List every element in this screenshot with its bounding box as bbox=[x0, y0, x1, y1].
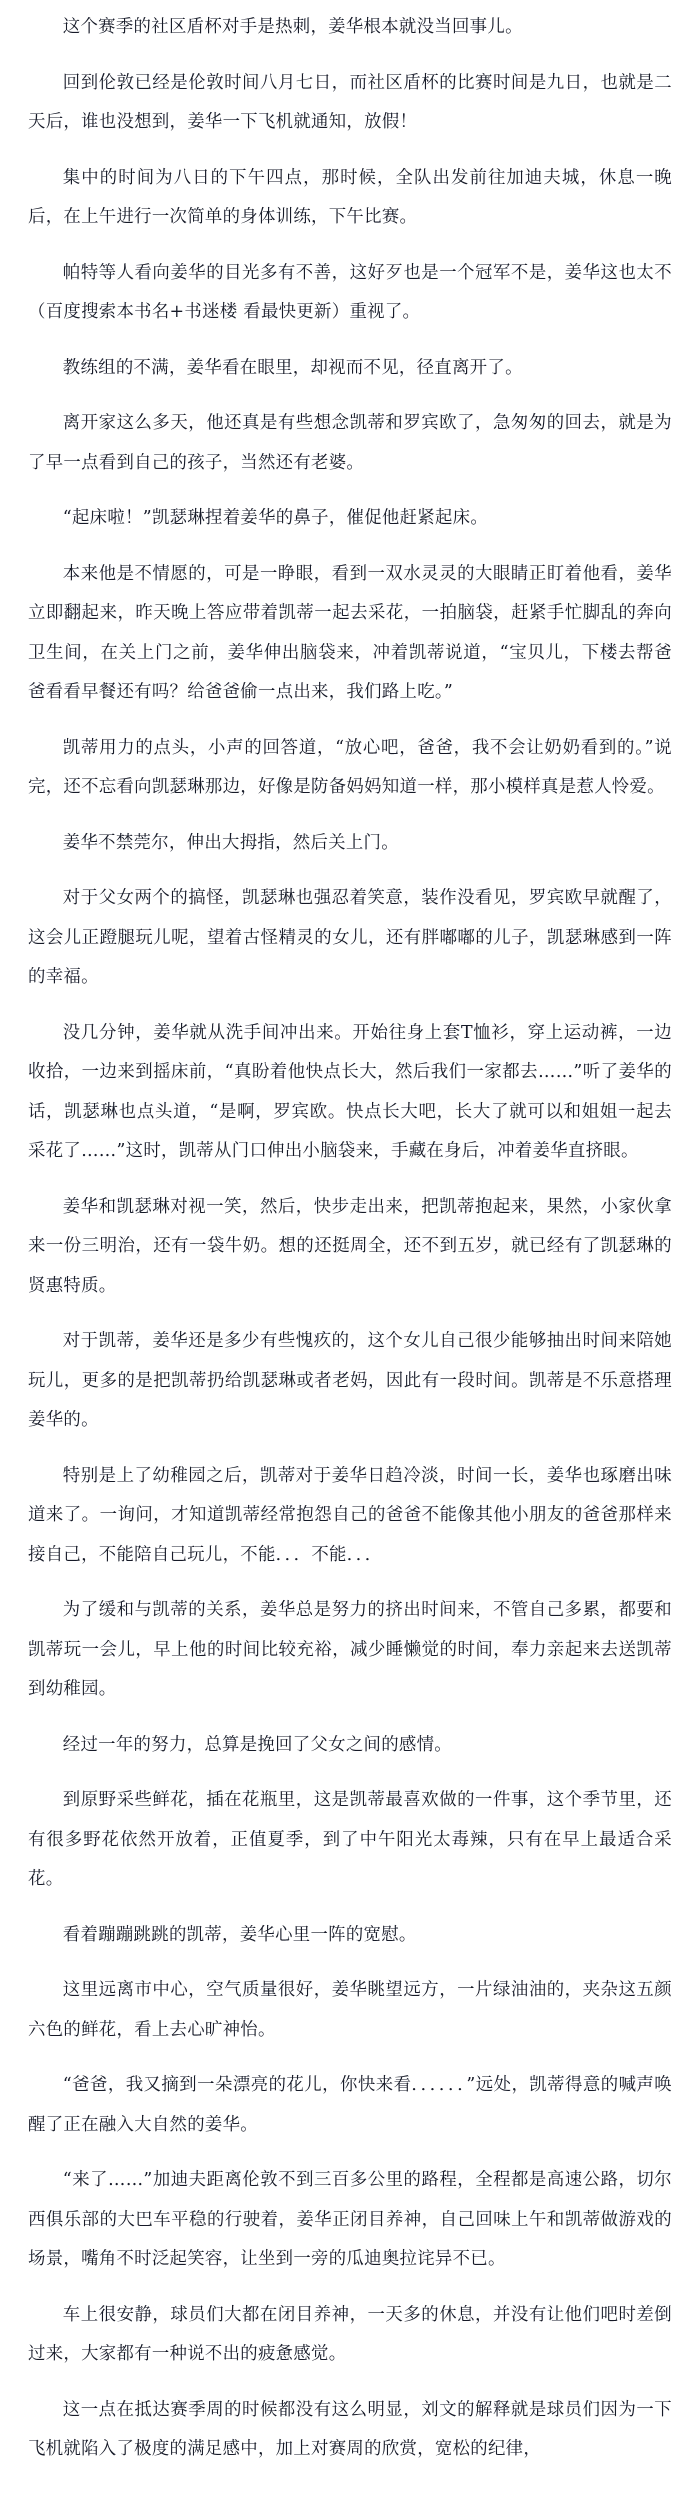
paragraph: 对于父女两个的搞怪，凯瑟琳也强忍着笑意，装作没看见，罗宾欧早就醒了，这会儿正蹬腿玩儿呢，望着古怪精灵的女儿，还有胖嘟嘟的儿子，凯瑟琳感到一阵的幸福。 bbox=[28, 888, 672, 987]
paragraph: 看着蹦蹦跳跳的凯蒂，姜华心里一阵的宽慰。 bbox=[62, 1924, 417, 1945]
paragraph: 姜华和凯瑟琳对视一笑，然后，快步走出来，把凯蒂抱起来，果然，小家伙拿来一份三明治，还有一袋牛奶。想的还挺周全，还不到五岁，就已经有了凯瑟琳的贤惠特质。 bbox=[28, 1196, 672, 1296]
paragraph: 姜华不禁莞尔，伸出大拇指，然后关上门。 bbox=[62, 832, 399, 853]
paragraph: 对于凯蒂，姜华还是多少有些愧疚的，这个女儿自己很少能够抽出时间来陪她玩儿，更多的是把凯蒂扔给凯瑟琳或者老妈，因此有一段时间。凯蒂是不乐意搭理姜华的。 bbox=[28, 1331, 672, 1430]
paragraph: 教练组的不满，姜华看在眼里，却视而不见，径直离开了。 bbox=[62, 357, 523, 378]
paragraph: 本来他是不情愿的，可是一睁眼，看到一双水灵灵的大眼睛正盯着他看，姜华立即翻起来，昨天晚上答应带着凯蒂一起去采花，一拍脑袋，赶紧手忙脚乱的奔向卫生间，在关上门之前，姜华伸出脑袋来，冲着凯蒂说道，“宝贝儿，下楼去帮爸爸看看早餐还有吗？给爸爸偷一点出来，我们路上吃。” bbox=[28, 563, 672, 702]
paragraph: 这个赛季的社区盾杯对手是热刺，姜华根本就没当回事儿。 bbox=[62, 17, 523, 37]
paragraph: 经过一年的努力，总算是挽回了父女之间的感情。 bbox=[62, 1734, 452, 1755]
paragraph: 为了缓和与凯蒂的关系，姜华总是努力的挤出时间来，不管自己多累，都要和凯蒂玩一会儿，早上他的时间比较充裕，减少睡懒觉的时间，奉力亲起来去送凯蒂到幼稚园。 bbox=[28, 1600, 672, 1699]
paragraph: 回到伦敦已经是伦敦时间八月七日，而社区盾杯的比赛时间是九日，也就是二天后，谁也没想到，姜华一下飞机就通知，放假！ bbox=[28, 72, 672, 132]
paragraph: 这里远离市中心，空气质量很好，姜华眺望远方，一片绿油油的，夹杂这五颜六色的鲜花，看上去心旷神怡。 bbox=[28, 1980, 672, 2040]
paragraph: 没几分钟，姜华就从洗手间冲出来。开始往身上套T恤衫，穿上运动裤，一边收拾，一边来到摇床前，“真盼着他快点长大，然后我们一家都去……”听了姜华的话，凯瑟琳也点头道，“是啊，罗宾欧。快点长大吧，长大了就可以和姐姐一起去采花了……”这时，凯蒂从门口伸出小脑袋来，手藏在身后，冲着姜华直挤眼。 bbox=[28, 1022, 672, 1161]
paragraph: “来了……”加迪夫距离伦敦不到三百多公里的路程，全程都是高速公路，切尔西俱乐部的大巴车平稳的行驶着，姜华正闭目养神，自己回味上午和凯蒂做游戏的场景，嘴角不时泛起笑容，让坐到一旁的瓜迪奥拉诧异不已。 bbox=[28, 2170, 672, 2269]
paragraph: 离开家这么多天，他还真是有些想念凯蒂和罗宾欧了，急匆匆的回去，就是为了早一点看到自己的孩子，当然还有老婆。 bbox=[28, 413, 672, 473]
paragraph: 车上很安静，球员们大都在闭目养神，一天多的休息，并没有让他们吧时差倒过来，大家都有一种说不出的疲惫感觉。 bbox=[28, 2304, 672, 2364]
paragraph: 特别是上了幼稚园之后，凯蒂对于姜华日趋冷淡，时间一长，姜华也琢磨出味道来了。一询问，才知道凯蒂经常抱怨自己的爸爸不能像其他小朋友的爸爸那样来接自己，不能陪自己玩儿，不能．．．不能．．． bbox=[28, 1465, 672, 1565]
paragraph: 集中的时间为八日的下午四点，那时候，全队出发前往加迪夫城，休息一晚后，在上午进行一次简单的身体训练，下午比赛。 bbox=[28, 167, 672, 227]
paragraph: “爸爸，我又摘到一朵漂亮的花儿，你快来看．．．．．．”远处，凯蒂得意的喊声唤醒了正在融入大自然的姜华。 bbox=[28, 2075, 672, 2135]
paragraph: 这一点在抵达赛季周的时候都没有这么明显，刘文的解释就是球员们因为一下飞机就陷入了极度的满足感中，加上对赛周的欣赏，宽松的纪律， bbox=[28, 2399, 672, 2459]
paragraph: “起床啦！”凯瑟琳捏着姜华的鼻子，催促他赶紧起床。 bbox=[62, 508, 489, 528]
paragraph: 凯蒂用力的点头，小声的回答道，“放心吧，爸爸，我不会让奶奶看到的。”说完，还不忘看向凯瑟琳那边，好像是防备妈妈知道一样，那小模样真是惹人怜爱。 bbox=[28, 737, 672, 797]
paragraph: 帕特等人看向姜华的目光多有不善，这好歹也是一个冠军不是，姜华这也太不（百度搜索本书名+书迷楼 看最快更新）重视了。 bbox=[28, 262, 672, 322]
paragraph: 到原野采些鲜花，插在花瓶里，这是凯蒂最喜欢做的一件事，这个季节里，还有很多野花依然开放着，正值夏季，到了中午阳光太毒辣，只有在早上最适合采花。 bbox=[28, 1790, 672, 1889]
